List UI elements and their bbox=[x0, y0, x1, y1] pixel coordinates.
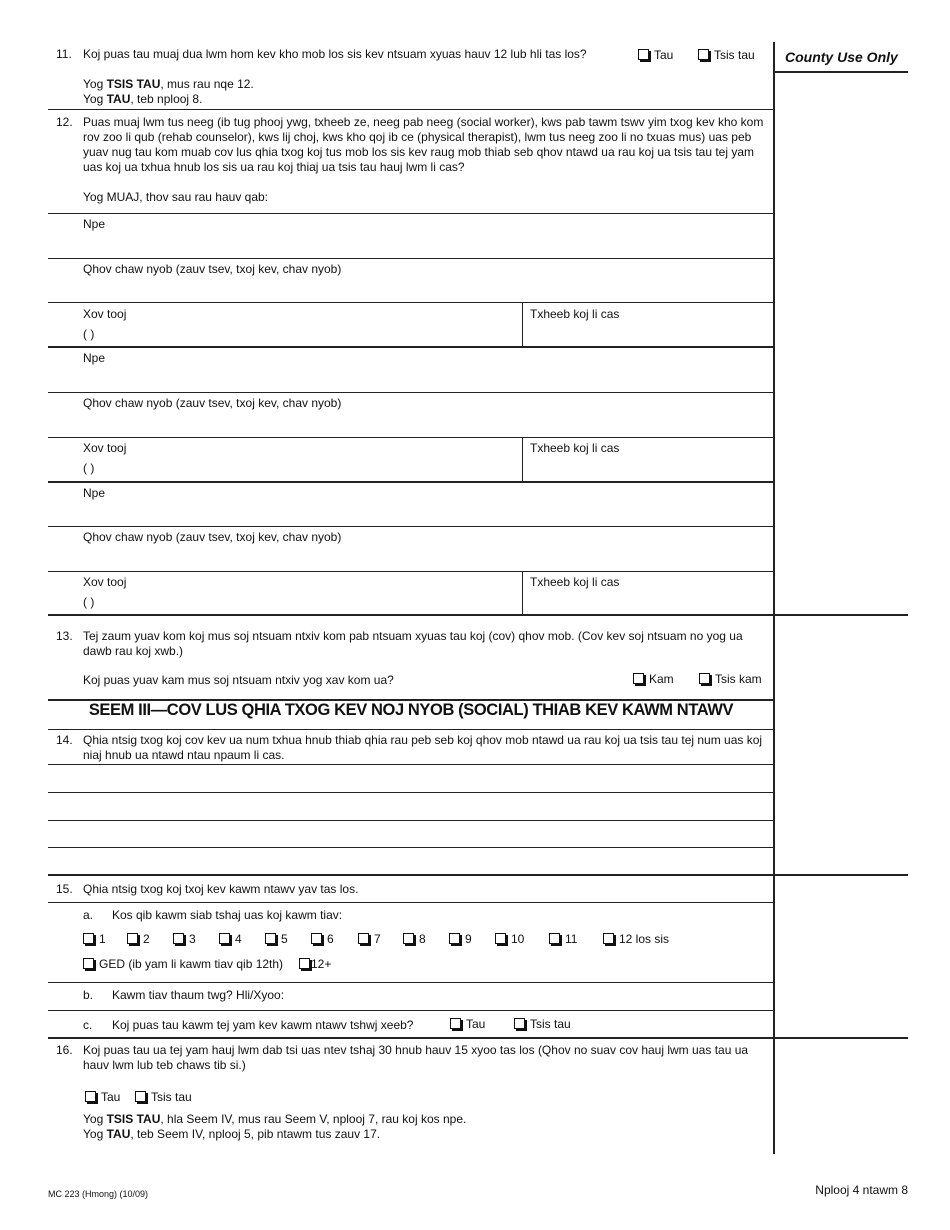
q14-question: Qhia ntsig txog koj cov kev ua num txhua hnub thiab qhia rau peb seb koj qhov mob ntawd ua rau koj ua tsis tau tej num uas koj niaj hnub ua ntawd ntau npaum li cas. bbox=[83, 733, 763, 762]
grade-2-checkbox[interactable] bbox=[127, 933, 138, 944]
divider bbox=[48, 1037, 774, 1039]
grade-6-checkbox[interactable] bbox=[311, 933, 322, 944]
divider bbox=[48, 258, 774, 259]
q16-question: Koj puas tau ua tej yam hauj lwm dab tsi uas ntev tshaj 30 hnub hauv 15 xyoo tas los (Qhov no suav cov hauj lwm uas tau ua hauv lwm lub teb chaws tib si.) bbox=[83, 1043, 749, 1072]
divider bbox=[48, 302, 774, 303]
q15c-no-option[interactable]: Tsis tau bbox=[514, 1017, 571, 1032]
q14-number: 14. bbox=[56, 733, 73, 747]
q14-answer-line[interactable] bbox=[48, 847, 774, 848]
q16-number: 16. bbox=[56, 1043, 73, 1057]
grade-2-option[interactable]: 2 bbox=[127, 932, 150, 947]
q11-instruction-no: Yog TSIS TAU, mus rau nqe 12. bbox=[83, 77, 254, 91]
contact-3-phone-area: ( ) bbox=[83, 595, 95, 609]
q11-number: 11. bbox=[56, 47, 72, 61]
q16-yes-checkbox[interactable] bbox=[85, 1091, 96, 1102]
contact-3-relation-field[interactable]: Txheeb koj li cas bbox=[530, 575, 620, 589]
q15c-yes-checkbox[interactable] bbox=[450, 1018, 461, 1029]
contact-1-address-field[interactable]: Qhov chaw nyob (zauv tsev, txoj kev, chav nyob) bbox=[83, 262, 342, 276]
grade-1-option[interactable]: 1 bbox=[83, 932, 106, 947]
grade-6-option[interactable]: 6 bbox=[311, 932, 334, 947]
contact-1-relation-field[interactable]: Txheeb koj li cas bbox=[530, 307, 620, 321]
grade-9-checkbox[interactable] bbox=[449, 933, 460, 944]
divider bbox=[48, 614, 774, 616]
q15a-letter: a. bbox=[83, 908, 94, 922]
ged-option[interactable]: GED (ib yam li kawm tiav qib 12th) bbox=[83, 957, 283, 972]
contact-3-address-field[interactable]: Qhov chaw nyob (zauv tsev, txoj kev, chav nyob) bbox=[83, 530, 342, 544]
q11-yes-option[interactable]: Tau bbox=[638, 48, 673, 63]
grade-11-option[interactable]: 11 bbox=[549, 932, 577, 947]
divider bbox=[48, 526, 774, 527]
contact-1-name-field[interactable]: Npe bbox=[83, 217, 106, 231]
grade-7-checkbox[interactable] bbox=[358, 933, 369, 944]
divider bbox=[48, 874, 774, 876]
q16-no-checkbox[interactable] bbox=[135, 1091, 146, 1102]
q15c-yes-option[interactable]: Tau bbox=[450, 1017, 485, 1032]
q13-no-checkbox[interactable] bbox=[699, 673, 710, 684]
q15b-letter: b. bbox=[83, 988, 94, 1002]
q13-consent-question: Koj puas yuav kam mus soj ntsuam ntxiv yog xav kom ua? bbox=[83, 673, 394, 687]
contact-2-phone-area: ( ) bbox=[83, 461, 95, 475]
form-id: MC 223 (Hmong) (10/09) bbox=[48, 1189, 149, 1199]
grade-10-option[interactable]: 10 bbox=[495, 932, 524, 947]
q16-instruction-no: Yog TSIS TAU, hla Seem IV, mus rau Seem V, nplooj 7, rau koj kos npe. bbox=[83, 1112, 467, 1126]
divider bbox=[48, 346, 774, 348]
q15c-no-checkbox[interactable] bbox=[514, 1018, 525, 1029]
q13-yes-option[interactable]: Kam bbox=[633, 672, 674, 687]
q15-number: 15. bbox=[56, 882, 73, 896]
grade-3-checkbox[interactable] bbox=[173, 933, 184, 944]
grade-4-checkbox[interactable] bbox=[219, 933, 230, 944]
divider bbox=[522, 437, 523, 481]
grade-9-option[interactable]: 9 bbox=[449, 932, 472, 947]
grade-5-checkbox[interactable] bbox=[265, 933, 276, 944]
county-header-rule bbox=[774, 71, 908, 73]
grade-5-option[interactable]: 5 bbox=[265, 932, 288, 947]
grade-12-plus-checkbox[interactable] bbox=[299, 958, 310, 969]
grade-11-checkbox[interactable] bbox=[549, 933, 560, 944]
grade-1-checkbox[interactable] bbox=[83, 933, 94, 944]
q15b-question[interactable]: Kawm tiav thaum twg? Hli/Xyoo: bbox=[112, 988, 285, 1002]
grade-8-option[interactable]: 8 bbox=[403, 932, 426, 947]
q12-followup: Yog MUAJ, thov sau rau hauv qab: bbox=[83, 190, 269, 204]
grade-12-option[interactable]: 12 los sis bbox=[603, 932, 669, 947]
divider bbox=[48, 481, 774, 483]
grade-12-checkbox[interactable] bbox=[603, 933, 614, 944]
section-3-heading: SEEM III—COV LUS QHIA TXOG KEV NOJ NYOB (SOCIAL) THIAB KEV KAWM NTAWV bbox=[88, 701, 734, 719]
q13-no-option[interactable]: Tsis kam bbox=[699, 672, 762, 687]
divider bbox=[48, 437, 774, 438]
q13-yes-checkbox[interactable] bbox=[633, 673, 644, 684]
contact-2-address-field[interactable]: Qhov chaw nyob (zauv tsev, txoj kev, chav nyob) bbox=[83, 396, 342, 410]
divider bbox=[522, 571, 523, 615]
divider bbox=[48, 213, 774, 214]
grade-8-checkbox[interactable] bbox=[403, 933, 414, 944]
q11-instruction-yes: Yog TAU, teb nplooj 8. bbox=[83, 92, 203, 106]
q12-number: 12. bbox=[56, 115, 73, 129]
contact-2-relation-field[interactable]: Txheeb koj li cas bbox=[530, 441, 620, 455]
q11-no-checkbox[interactable] bbox=[698, 49, 709, 60]
q14-answer-line[interactable] bbox=[48, 764, 774, 765]
q15-question: Qhia ntsig txog koj txoj kev kawm ntawv yav tas los. bbox=[83, 882, 359, 896]
county-use-only-label: County Use Only bbox=[785, 49, 898, 65]
contact-1-phone-area: ( ) bbox=[83, 327, 95, 341]
county-rule-2 bbox=[774, 874, 908, 876]
divider bbox=[48, 109, 774, 110]
divider bbox=[48, 392, 774, 393]
q15a-question: Kos qib kawm siab tshaj uas koj kawm tiav: bbox=[112, 908, 343, 922]
q15c-letter: c. bbox=[83, 1018, 93, 1032]
contact-3-phone-field[interactable]: Xov tooj bbox=[83, 575, 127, 589]
county-rule-1 bbox=[774, 614, 908, 616]
divider bbox=[48, 902, 774, 903]
county-rule-3 bbox=[774, 1037, 908, 1039]
q16-instruction-yes: Yog TAU, teb Seem IV, nplooj 5, pib ntawm tus zauv 17. bbox=[83, 1127, 381, 1141]
contact-3-name-field[interactable]: Npe bbox=[83, 486, 106, 500]
q12-question: Puas muaj lwm tus neeg (ib tug phooj ywg, txheeb ze, neeg pab neeg (social worker), kws pab tawm tswv yim txog kev kho kom rov zoo li qub (rehab counselor), kws lij choj, kws kho qoj ib ce (physical therapist), lwm tus neeg zoo li no txuas mus) uas peb yuav nug tau kom muab cov lus qhia txog koj tus mob los sis kev raug mob thiab seb qhov ntawd ua rau koj ua tsis tau tej yam uas koj ua txhua hnub los sis ua rau koj thiaj ua tsis tau hauj lwm li cas? bbox=[83, 115, 764, 174]
divider bbox=[522, 302, 523, 347]
q13-question: Tej zaum yuav kom koj mus soj ntsuam ntxiv kom pab ntsuam xyuas tau koj (cov) qhov mob. (Cov kev soj ntsuam no yog ua dawb rau koj xwb.) bbox=[83, 629, 743, 658]
divider bbox=[48, 982, 774, 983]
contact-2-phone-field[interactable]: Xov tooj bbox=[83, 441, 127, 455]
q14-answer-line[interactable] bbox=[48, 792, 774, 793]
divider bbox=[48, 571, 774, 572]
q11-yes-checkbox[interactable] bbox=[638, 49, 649, 60]
ged-checkbox[interactable] bbox=[83, 958, 94, 969]
q16-yes-option[interactable]: Tau bbox=[85, 1090, 120, 1105]
divider bbox=[48, 1010, 774, 1011]
grade-4-option[interactable]: 4 bbox=[219, 932, 242, 947]
q11-no-option[interactable]: Tsis tau bbox=[698, 48, 755, 63]
grade-3-option[interactable]: 3 bbox=[173, 932, 196, 947]
grade-7-option[interactable]: 7 bbox=[358, 932, 381, 947]
right-column-divider bbox=[773, 42, 775, 1154]
page-number: Nplooj 4 ntawm 8 bbox=[815, 1183, 908, 1197]
grade-12-plus-option[interactable]: 12+ bbox=[299, 957, 331, 972]
contact-1-phone-field[interactable]: Xov tooj bbox=[83, 307, 127, 321]
q11-question: Koj puas tau muaj dua lwm hom kev kho mob los sis kev ntsuam xyuas hauv 12 lub hli tas los? bbox=[83, 47, 587, 61]
q16-no-option[interactable]: Tsis tau bbox=[135, 1090, 192, 1105]
q13-number: 13. bbox=[56, 629, 73, 643]
q15c-question: Koj puas tau kawm tej yam kev kawm ntawv tshwj xeeb? bbox=[112, 1018, 414, 1032]
divider bbox=[48, 729, 774, 730]
contact-2-name-field[interactable]: Npe bbox=[83, 351, 106, 365]
q14-answer-line[interactable] bbox=[48, 820, 774, 821]
grade-10-checkbox[interactable] bbox=[495, 933, 506, 944]
